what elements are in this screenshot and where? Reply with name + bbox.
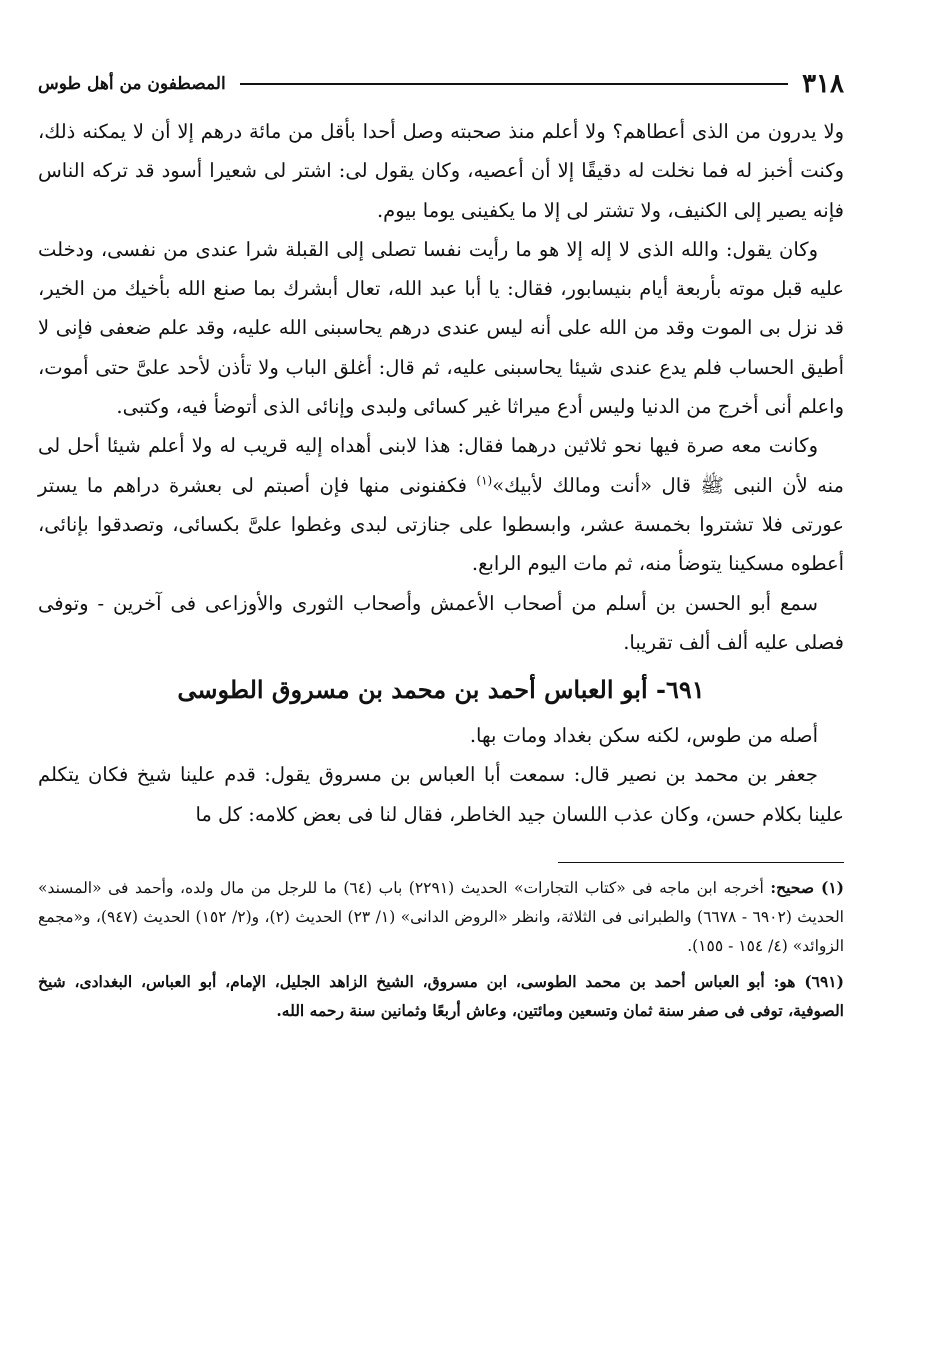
footnote	[38, 967, 844, 1025]
paragraph: وكان يقول: والله الذى لا إله إلا هو ما رأيت نفسا تصلى إلى القبلة شرا عندى من نفسى، ودخلت عليه قبل موته بأربعة أيام بنيسابور، فقال: يا أبا عبد الله، تعال أبشرك بما صنع الله بأخيك من الخير، قد نزل بى الموت وقد من الله على أنه ليس عندى درهم يحاسبنى الله عليه، وقد علم ضعفى فإنى لا أطيق الحساب فلم يدع عندى شيئا يحاسبنى عليه، ثم قال: أغلق الباب ولا تأذن لأحد علىَّ حتى أموت، واعلم أنى أخرج من الدنيا وليس أدع ميراثا غير كسائى ولبدى وإنائى الذى أتوضأ فيه، وكتبى.	[38, 237, 844, 419]
paragraph: جعفر بن محمد بن نصير قال: سمعت أبا العباس بن مسروق يقول: قدم علينا شيخ فكان يتكلم علينا بكلام حسن، وكان عذب اللسان جيد الخاطر، فقال لنا فى بعض كلامه: كل ما	[38, 763, 844, 826]
paragraph-text: وكانت معه صرة فيها نحو ثلاثين درهما فقال: هذا لابنى أهداه إليه قريب له ولا أعلم شيئا أحل لى منه لأن النبى ﷺ قال «أنت ومالك لأبيك»	[38, 434, 844, 497]
main-text	[38, 112, 844, 834]
book-page	[38, 62, 844, 1031]
footnote-text: أبو العباس أحمد بن محمد الطوسى، ابن مسروق، الشيخ الزاهد الجليل، الإمام، أبو العباس، البغدادى، شيخ الصوفية، توفى فى صفر سنة ثمان وتسعين ومائتين، وعاش أربعًا وثمانين سنة رحمه الله.	[38, 972, 844, 1021]
paragraph-with-footnote	[38, 426, 844, 583]
paragraph: ولا يدرون من الذى أعطاهم؟ ولا أعلم منذ صحبته وصل أحدا بأقل من مائة درهم إلا أن لا يمكنه ذلك، وكنت أخبز له فما نخلت له دقيقًا إلا أن أعصيه، وكان يقول لى: اشتر لى شعيرا أسود قد تركه الناس فإنه يصير إلى الكنيف، ولا تشتر لى إلا ما يكفينى يوما بيوم.	[38, 120, 844, 222]
running-title: المصطفون من أهل طوس	[38, 74, 226, 94]
footnote	[38, 873, 844, 961]
entry-title: ٦٩١- أبو العباس أحمد بن محمد بن مسروق الطوسى	[177, 675, 705, 705]
footnote-label: (١) صحيح:	[770, 878, 844, 898]
footnotes	[38, 873, 844, 1025]
paragraph-text: فكفنونى منها فإن أصبتم لى بعشرة دراهم ما يستر عورتى فلا تشتروا بخمسة عشر، وابسطوا على جنازتى لبدى وغطوا علىَّ بكسائى، وتصدقوا بإنائى، أعطوه مسكينا يتوضأ منه، ثم مات اليوم الرابع.	[38, 473, 844, 576]
page-number: ٣١٨	[802, 69, 844, 99]
paragraph: سمع أبو الحسن بن أسلم من أصحاب الأعمش وأصحاب الثورى والأوزاعى فى آخرين - وتوفى فصلى عليه ألف ألف تقريبا.	[38, 591, 844, 654]
footnote-separator	[558, 862, 844, 863]
paragraph: أصله من طوس، لكنه سكن بغداد ومات بها.	[469, 724, 818, 748]
header-rule	[240, 83, 788, 85]
footnote-text: أخرجه ابن ماجه فى «كتاب التجارات» الحديث (٢٢٩١) باب (٦٤) ما للرجل من مال ولده، وأحمد فى «المسند» الحديث (٦٩٠٢ - ٦٦٧٨) والطبرانى فى الثلاثة، وانظر «الروض الدانى» (١/ ٢٣) الحديث (٢)، و(٢/ ١٥٢) الحديث (٩٤٧)، و«مجمع الزوائد» (٤/ ١٥٤ - ١٥٥).	[38, 879, 844, 956]
page-header	[38, 62, 844, 106]
footnote-label: (٦٩١) هو:	[773, 972, 844, 992]
footnote-reference: (١)	[476, 473, 493, 488]
